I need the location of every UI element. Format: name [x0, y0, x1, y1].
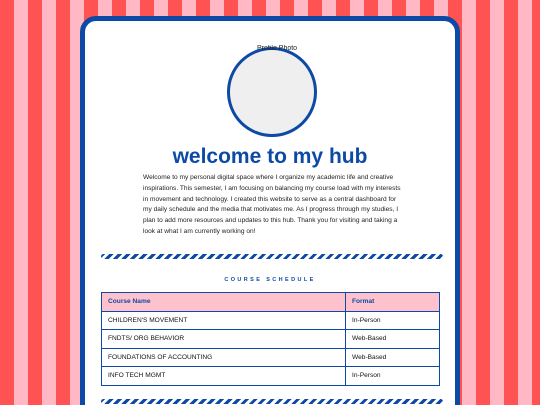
profile-photo-label: Profile Photo: [257, 45, 298, 52]
course-schedule-table: [101, 292, 440, 386]
table-header-row: [102, 293, 440, 312]
intro-paragraph: Welcome to my personal digital space where I organize my academic life and creative inspirations. This semester, I am focusing on balancing my course load with my interests in movement and technology. I created this website to serve as a central dashboard for my daily schedule and the media that motivates me. As I progress through my studies, I plan to add more resources and updates to this hub. Thank you for visiting and taking a look at what I am currently working on!: [143, 174, 401, 235]
table-row: [102, 367, 440, 386]
table-row: [102, 311, 440, 330]
course-format-cell: Web-Based: [346, 330, 440, 349]
striped-divider-bottom: [101, 399, 443, 404]
table-row: [102, 348, 440, 367]
course-schedule-heading: COURSE SCHEDULE: [224, 277, 316, 283]
course-name-cell: FNDTS/ ORG BEHAVIOR: [102, 330, 346, 349]
column-header-course-name: Course Name: [102, 293, 346, 312]
profile-photo: [227, 47, 317, 137]
course-name-cell: FOUNDATIONS OF ACCOUNTING: [102, 348, 346, 367]
striped-divider-top: [101, 254, 443, 259]
course-name-cell: CHILDREN'S MOVEMENT: [102, 311, 346, 330]
column-header-format: Format: [346, 293, 440, 312]
course-name-cell: INFO TECH MGMT: [102, 367, 346, 386]
course-format-cell: Web-Based: [346, 348, 440, 367]
hub-card: [80, 16, 460, 405]
course-format-cell: In-Person: [346, 367, 440, 386]
page-title: welcome to my hub: [172, 145, 368, 168]
course-format-cell: In-Person: [346, 311, 440, 330]
table-row: [102, 330, 440, 349]
